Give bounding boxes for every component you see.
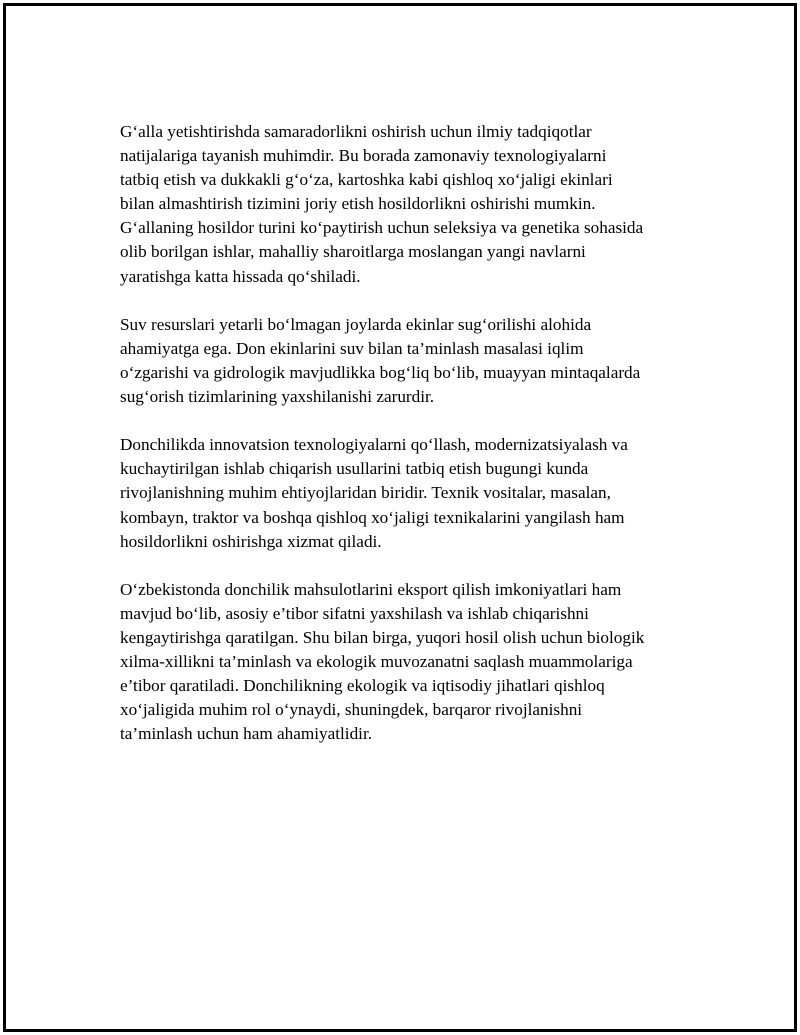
paragraph-water-resources: Suv resurslari yetarli bo‘lmagan joylarda ekinlar sug‘orilishi alohida ahamiyatga ega. Don ekinlarini suv bilan ta’minlash masalasi iqlim o‘zgarishi va gidrologik mavjudlikka bog‘liq bo‘lib, muayyan mintaqalarda sug‘orish tizimlarining yaxshilanishi zarurdir. [120, 314, 641, 407]
paragraph-innovation: Donchilikda innovatsion texnologiyalarni qo‘llash, modernizatsiyalash va kuchaytirilgan ishlab chiqarish usullarini tatbiq etish bugungi kunda rivojlanishning muhim ehtiyojlaridan biridir. Texnik vositalar, masalan, kombayn, traktor va boshqa qishloq xo‘jaligi texnikalarini yangilash ham hosildorlikni oshirishga xizmat qiladi. [120, 435, 628, 551]
paragraph-grain-productivity: G‘alla yetishtirishda samaradorlikni oshirish uchun ilmiy tadqiqotlar natijalariga tayanish muhimdir. Bu borada zamonaviy texnologiyalarni tatbiq etish va dukkakli g‘o‘za, kartoshka kabi qishloq xo‘jaligi ekinlari bilan almashtirish tizimini joriy etish hosildorlikni oshirishi mumkin. G‘allaning hosildor turini ko‘paytirish uchun seleksiya va genetika sohasida olib borilgan ishlar, mahalliy sharoitlarga moslangan yangi navlarni yaratishga katta hissada qo‘shiladi. [120, 122, 644, 286]
paragraph-export-ecology: O‘zbekistonda donchilik mahsulotlarini eksport qilish imkoniyatlari ham mavjud bo‘lib, asosiy e’tibor sifatni yaxshilash va ishlab chiqarishni kengaytirishga qaratilgan. Shu bilan birga, yuqori hosil olish uchun biologik xilma-xillikni ta’minlash va ekologik muvozanatni saqlash muammolariga e’tibor qaratiladi. Donchilikning ekologik va iqtisodiy jihatlari qishloq xo‘jaligida muhim rol o‘ynaydi, shuningdek, barqaror rivojlanishni ta’minlash uchun ham ahamiyatlidir. [120, 579, 645, 744]
document-body [120, 120, 692, 771]
page-frame [3, 3, 797, 1032]
